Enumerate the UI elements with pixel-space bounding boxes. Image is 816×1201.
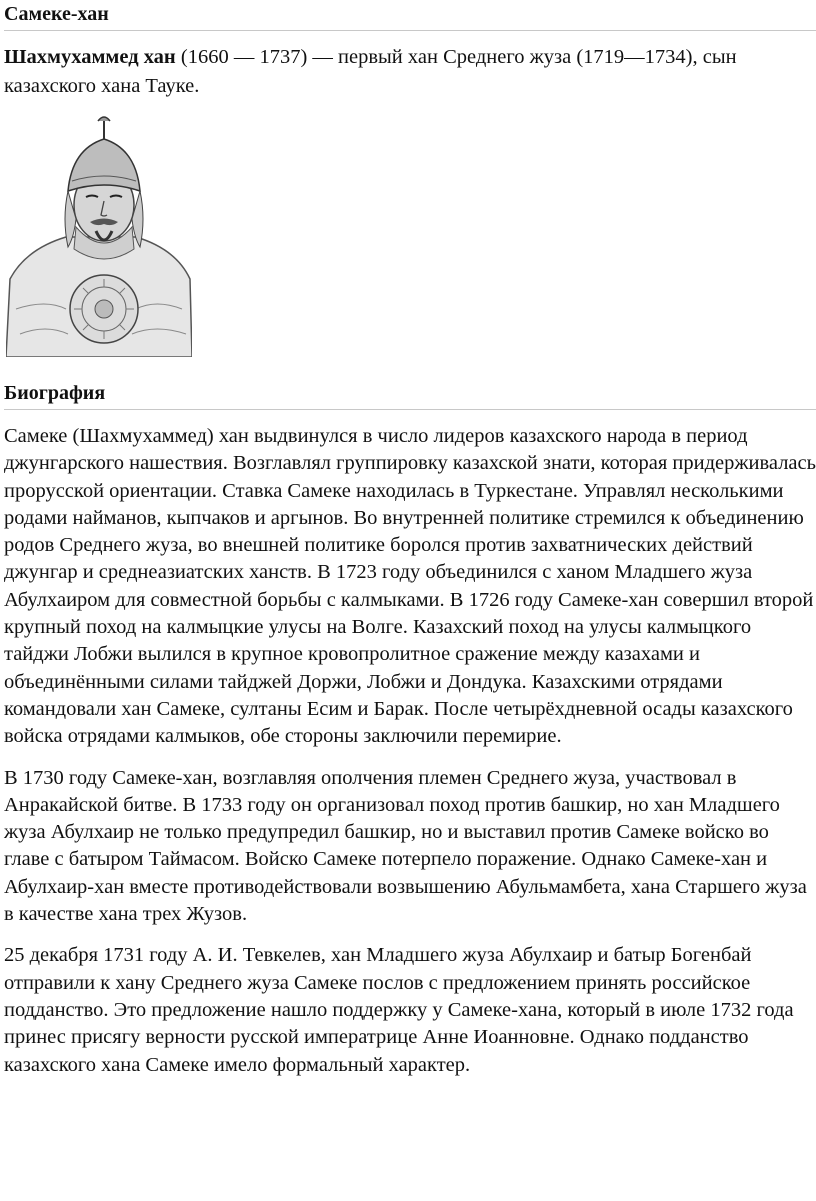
page-title: Самеке-хан	[4, 3, 109, 25]
section-divider	[4, 409, 816, 410]
khan-name: Шахмухаммед хан	[4, 46, 176, 68]
section-title-biography: Биография	[4, 382, 106, 404]
portrait-illustration	[6, 109, 192, 357]
biography-paragraph: Самеке (Шахмухаммед) хан выдвинулся в число лидеров казахского народа в период джунгарского нашествия. Возглавлял группировку казахской знати, которая придерживалась прорусской ориентации. Ставка Самеке находилась в Туркестане. Управлял несколькими родами найманов, кыпчаков и аргынов. Во внутренней политике стремился к объединению родов Среднего жуза, во внешней политике боролся против захватнических действий джунгар и среднеазиатских ханств. В 1723 году объединился с ханом Младшего жуза Абулхаиром для совместной борьбы с калмыками. В 1726 году Самеке-хан совершил второй крупный поход на калмыцкие улусы на Волге. Казахский поход на улусы калмыцкого тайджи Лобжи вылился в крупное кровопролитное сражение между казахами и объединёнными силами тайджей Доржи, Лобжи и Дондука. Казахскими отрядами командовали хан Самеке, султаны Есим и Барак. После четырёхдневной осады казахского войска отрядами калмыков, обе стороны заключили перемирие.	[4, 425, 816, 748]
biography-paragraph: 25 декабря 1731 году А. И. Тевкелев, хан Младшего жуза Абулхаир и батыр Богенбай отправили к хану Среднего жуза Самеке послов с предложением принять российское подданство. Это предложение нашло поддержку у Самеке-хана, который в июле 1732 года принес присягу верности русской императрице Анне Иоанновне. Однако подданство казахского хана Самеке имело формальный характер.	[4, 944, 794, 1076]
biography-paragraph: В 1730 году Самеке-хан, возглавляя ополчения племен Среднего жуза, участвовал в Анракайской битве. В 1733 году он организовал поход против башкир, но хан Младшего жуза Абулхаир не только предупредил башкир, но и выставил против Самеке войско во главе с батыром Таймасом. Войско Самеке потерпело поражение. Однако Самеке-хан и Абулхаир-хан вместе противодействовали возвышению Абульмамбета, хана Старшего жуза в качестве хана трех Жузов.	[4, 766, 807, 926]
title-divider	[4, 30, 816, 31]
intro-paragraph	[4, 43, 812, 101]
intro-text: (1660 — 1737) — первый хан Среднего жуза (1719—1734), сын казахского хана Тауке.	[4, 46, 737, 97]
